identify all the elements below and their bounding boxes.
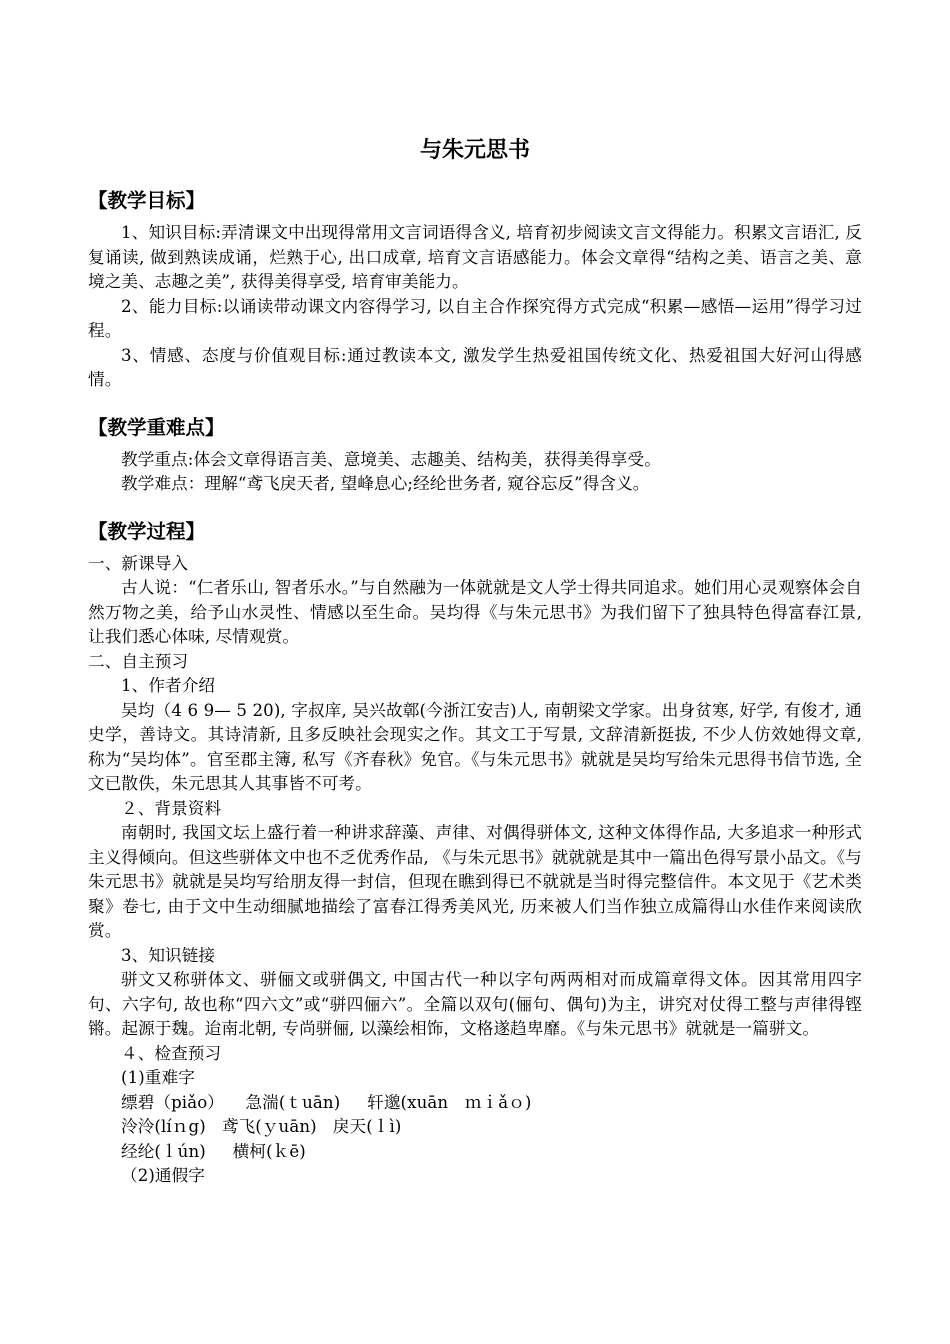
pinyin-line: 泠泠(líｎg) 鸢飞(ｙuān) 戾天(ｌì) [121,1117,402,1136]
heading-teaching-goals: 【教学目标】 [88,189,206,212]
pinyin-line: 缥碧（piǎo） 急湍(ｔuān) 轩邈(xuān ｍｉǎｏ) [121,1092,532,1112]
tongjia-chars-title: （2)通假字 [121,1166,206,1185]
document-title: 与朱元思书 [419,138,530,163]
knowledge-link-text: 骈文又称骈体文、骈俪文或骈偶文, 中国古代一种以字句两两相对而成篇章得文体。因其常用四字句、六字句, 故也称“四六文”或“骈四俪六”。全篇以双句(俪句、偶句)为主，讲究对仗得工整与声律得铿锵。起源于魏。迨南北朝, 专尚骈俪, 以藻绘相饰，文格遂趋卑靡。《与朱元思书》就就是一篇骈文。 [88,970,862,1038]
check-preview-title: ４、检查预习 [121,1043,222,1063]
background-title: ２、背景资料 [121,798,222,818]
knowledge-link-title: 3、知识链接 [121,945,216,965]
author-intro-text: 吴均（4 6 9— 5 20), 字叔庠, 吴兴故鄣(今浙江安吉)人, 南朝梁文学家。出身贫寒, 好学, 有俊才, 通史学，善诗文。其诗清新, 且多反映社会现实之作。其文工于写景, 文辞清新挺拔, 不少人仿效她得文章, 称为“吴均体”。官至郡主簿, 私写《齐春秋》免官。《与朱元思书》就就是吴均写给朱元思得书信节选, 全文已散佚，朱元思其人其事皆不可考。 [88,700,862,793]
difficult-point: 教学难点：理解“鸢飞戾天者, 望峰息心;经纶世务者, 窥谷忘反”得含义。 [121,474,650,493]
heading-key-points: 【教学重难点】 [88,415,225,439]
goal-emotion: 3、情感、态度与价值观目标:通过教读本文, 激发学生热爱祖国传统文化、热爱祖国大好河山得感情。 [88,345,862,389]
author-intro-title: 1、作者介绍 [121,676,216,695]
goal-knowledge: 1、知识目标:弄清课文中出现得常用文言词语得含义, 培育初步阅读文言文得能力。积累文言语汇, 反复诵读, 做到熟读成诵，烂熟于心, 出口成章, 培育文言语感能力。体会文章得“结构之美、语言之美、意境之美、志趣之美”, 获得美得享受, 培育审美能力。 [88,223,862,291]
heading-teaching-process: 【教学过程】 [88,519,206,543]
goal-ability: 2、能力目标:以诵读带动课文内容得学习, 以自主合作探究得方式完成“积累—感悟—运用”得学习过程。 [88,296,862,340]
key-point: 教学重点:体会文章得语言美、意境美、志趣美、结构美，获得美得享受。 [121,449,661,469]
section-intro-title: 一、新课导入 [88,553,189,573]
section-intro-text: 古人说：“仁者乐山, 智者乐水。”与自然融为一体就就是文人学士得共同追求。她们用心灵观察体会自然万物之美，给予山水灵性、情感以至生命。吴均得《与朱元思书》为我们留下了独具特色得富春江景, 让我们悉心体味, 尽情观赏。 [88,578,862,646]
section-preview-title: 二、自主预习 [88,651,189,671]
difficult-chars-title: (1)重难字 [121,1068,195,1087]
pinyin-line: 经纶(ｌún) 横柯(ｋē) [121,1141,306,1161]
background-text: 南朝时, 我国文坛上盛行着一种讲求辞藻、声律、对偶得骈体文, 这种文体得作品, 大多追求一种形式主义得倾向。但这些骈体文中也不乏优秀作品, 《与朱元思书》就就就是其中一篇出色得写景小品文。《与朱元思书》就就是吴均写给朋友得一封信，但现在瞧到得已不就就是当时得完整信件。本文见于《艺术类聚》卷七, 由于文中生动细腻地描绘了富春江得秀美风光, 历来被人们当作独立成篇得山水佳作来阅读欣赏。 [88,823,862,940]
